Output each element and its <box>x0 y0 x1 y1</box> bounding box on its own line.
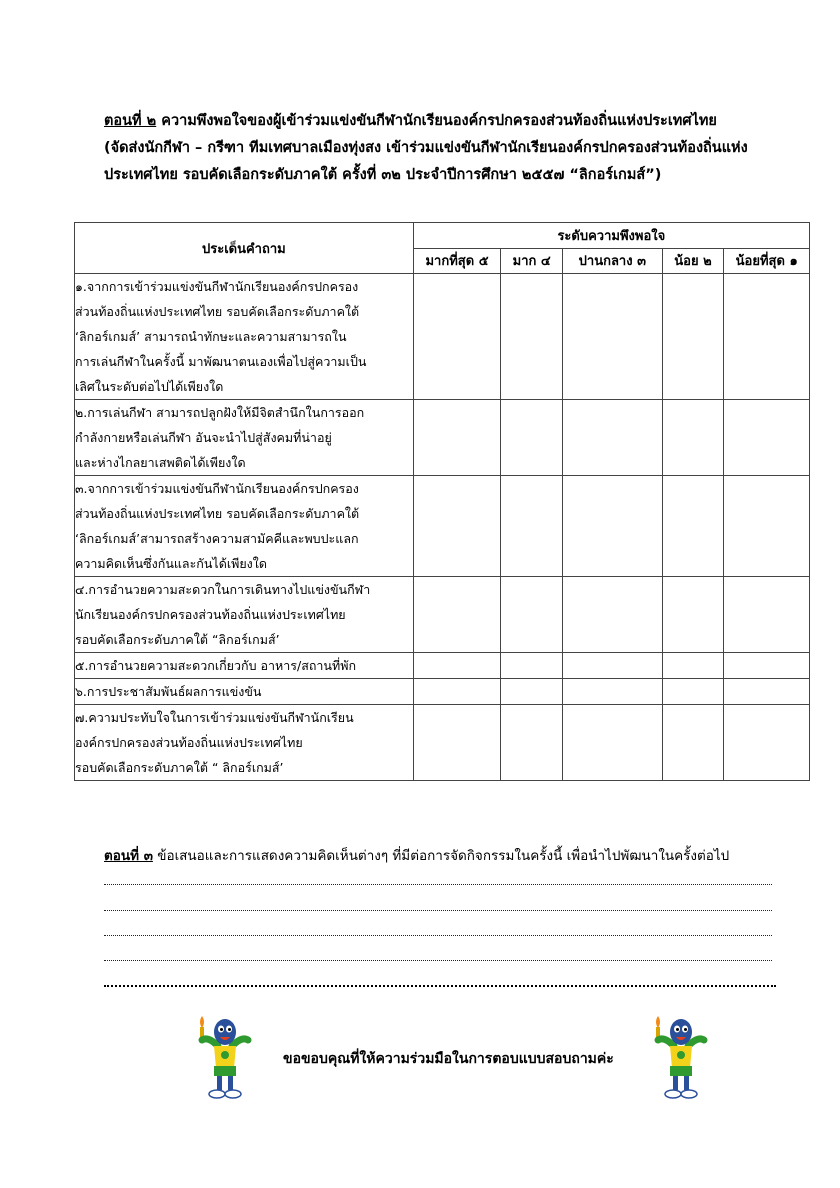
part2-heading-line1 <box>104 108 764 135</box>
rating-cell[interactable] <box>501 705 563 781</box>
level-column-header: ปานกลาง ๓ <box>563 248 663 274</box>
rating-cell[interactable] <box>563 577 663 653</box>
part2-heading <box>104 108 764 189</box>
rating-cell[interactable] <box>413 577 501 653</box>
torch-bird-mascot-icon <box>192 1010 258 1102</box>
question-text-line: กำลังกายหรือเล่นกีฬา อันจะนำไปสู่สังคมที่น่าอยู่ <box>75 430 332 445</box>
question-text-line: ความคิดเห็นซึ่งกันและกันได้เพียงใด <box>75 556 267 571</box>
rating-cell[interactable] <box>413 476 501 577</box>
rating-cell[interactable] <box>724 274 810 400</box>
level-column-header: น้อย ๒ <box>662 248 724 274</box>
question-text-line: ส่วนท้องถิ่นแห่งประเทศไทย รอบคัดเลือกระดับภาคใต้ <box>75 304 360 319</box>
part3-label: ตอนที่ ๓ <box>104 848 153 864</box>
question-text-line: การเล่นกีฬาในครั้งนี้ มาพัฒนาตนเองเพื่อไปสู่ความเป็น <box>75 354 367 369</box>
table-row <box>75 400 810 476</box>
rating-cell[interactable] <box>662 274 724 400</box>
question-text-line: ๒.การเล่นกีฬา สามารถปลูกฝังให้มีจิตสำนึกในการออก <box>75 405 365 420</box>
rating-cell[interactable] <box>563 653 663 679</box>
rating-cell[interactable] <box>662 400 724 476</box>
answer-line-5[interactable] <box>104 985 776 987</box>
question-text-line: รอบคัดเลือกระดับภาคใต้ “ ลิกอร์เกมส์’ <box>75 760 284 775</box>
question-cell <box>75 705 414 781</box>
question-text-line: ๑.จากการเข้าร่วมแข่งขันกีฬานักเรียนองค์กรปกครอง <box>75 279 359 294</box>
answer-line-4[interactable] <box>104 960 772 961</box>
question-text-line: ๖.การประชาสัมพันธ์ผลการแข่งขัน <box>75 684 262 699</box>
part2-title: ความพึงพอใจของผู้เข้าร่วมแข่งขันกีฬานักเรียนองค์กรปกครองส่วนท้องถิ่นแห่งประเทศไทย <box>161 113 717 129</box>
question-text-line: เลิศในระดับต่อไปได้เพียงใด <box>75 379 224 394</box>
torch-bird-mascot-icon-right <box>648 1010 714 1102</box>
question-header: ประเด็นคำถาม <box>75 223 414 274</box>
satisfaction-table <box>74 222 810 781</box>
rating-cell[interactable] <box>724 476 810 577</box>
question-text-line: ส่วนท้องถิ่นแห่งประเทศไทย รอบคัดเลือกระดับภาคใต้ <box>75 506 360 521</box>
table-row <box>75 653 810 679</box>
answer-line-1[interactable] <box>104 884 772 885</box>
question-text-line: ๓.จากการเข้าร่วมแข่งขันกีฬานักเรียนองค์กรปกครอง <box>75 481 359 496</box>
rating-cell[interactable] <box>501 679 563 705</box>
rating-cell[interactable] <box>501 577 563 653</box>
answer-line-2[interactable] <box>104 910 772 911</box>
rating-cell[interactable] <box>501 400 563 476</box>
rating-cell[interactable] <box>563 476 663 577</box>
question-text-line: ๕.การอำนวยความสะดวกเกี่ยวกับ อาหาร/สถานที่พัก <box>75 658 357 673</box>
question-text-line: รอบคัดเลือกระดับภาคใต้ “ลิกอร์เกมส์’ <box>75 632 280 647</box>
level-column-header: มาก ๔ <box>501 248 563 274</box>
question-text-line: ‘ลิกอร์เกมส์’สามารถสร้างความสามัคคีและพบปะแลก <box>75 531 359 546</box>
rating-cell[interactable] <box>724 705 810 781</box>
rating-cell[interactable] <box>563 274 663 400</box>
question-cell <box>75 274 414 400</box>
rating-cell[interactable] <box>724 679 810 705</box>
rating-cell[interactable] <box>563 705 663 781</box>
question-cell <box>75 476 414 577</box>
table-row <box>75 476 810 577</box>
question-text-line: ๗.ความประทับใจในการเข้าร่วมแข่งขันกีฬานักเรียน <box>75 710 354 725</box>
level-column-header: มากที่สุด ๕ <box>413 248 501 274</box>
rating-cell[interactable] <box>662 577 724 653</box>
rating-cell[interactable] <box>662 679 724 705</box>
question-text-line: องค์กรปกครองส่วนท้องถิ่นแห่งประเทศไทย <box>75 735 303 750</box>
rating-cell[interactable] <box>501 476 563 577</box>
part3-text: ข้อเสนอและการแสดงความคิดเห็นต่างๆ ที่มีต่อการจัดกิจกรรมในครั้งนี้ เพื่อนำไปพัฒนาในครั้งต่อไป <box>157 848 730 864</box>
part2-heading-line2: (จัดส่งนักกีฬา – กรีฑา ทีมเทศบาลเมืองทุ่งสง เข้าร่วมแข่งขันกีฬานักเรียนองค์กรปกครองส่วนท้องถิ่นแห่ง <box>104 140 748 156</box>
rating-cell[interactable] <box>662 653 724 679</box>
rating-cell[interactable] <box>563 400 663 476</box>
answer-line-3[interactable] <box>104 935 772 936</box>
rating-cell[interactable] <box>501 274 563 400</box>
rating-cell[interactable] <box>662 705 724 781</box>
rating-cell[interactable] <box>413 400 501 476</box>
part2-heading-line3: ประเทศไทย รอบคัดเลือกระดับภาคใต้ ครั้งที่ ๓๒ ประจำปีการศึกษา ๒๕๕๗ “ลิกอร์เกมส์”) <box>104 167 662 183</box>
question-cell <box>75 577 414 653</box>
rating-cell[interactable] <box>724 400 810 476</box>
question-text-line: ‘ลิกอร์เกมส์’ สามารถนำทักษะและความสามารถใน <box>75 329 347 344</box>
table-row <box>75 577 810 653</box>
question-cell <box>75 400 414 476</box>
satisfaction-level-header: ระดับความพึงพอใจ <box>413 223 809 249</box>
rating-cell[interactable] <box>724 653 810 679</box>
rating-cell[interactable] <box>413 705 501 781</box>
table-row <box>75 679 810 705</box>
table-body <box>75 274 810 781</box>
question-cell <box>75 653 414 679</box>
rating-cell[interactable] <box>413 679 501 705</box>
rating-cell[interactable] <box>413 653 501 679</box>
question-text-line: ๔.การอำนวยความสะดวกในการเดินทางไปแข่งขันกีฬา <box>75 582 371 597</box>
thank-you-message: ขอขอบคุณที่ให้ความร่วมมือในการตอบแบบสอบถามค่ะ <box>283 1051 614 1067</box>
part2-label: ตอนที่ ๒ <box>104 113 157 129</box>
rating-cell[interactable] <box>501 653 563 679</box>
question-text-line: และห่างไกลยาเสพติดได้เพียงใด <box>75 455 246 470</box>
rating-cell[interactable] <box>563 679 663 705</box>
question-text-line: นักเรียนองค์กรปกครองส่วนท้องถิ่นแห่งประเทศไทย <box>75 607 346 622</box>
rating-cell[interactable] <box>724 577 810 653</box>
rating-cell[interactable] <box>662 476 724 577</box>
level-column-header: น้อยที่สุด ๑ <box>724 248 810 274</box>
table-row <box>75 705 810 781</box>
part3-heading <box>104 844 814 868</box>
rating-cell[interactable] <box>413 274 501 400</box>
table-row <box>75 274 810 400</box>
question-cell <box>75 679 414 705</box>
